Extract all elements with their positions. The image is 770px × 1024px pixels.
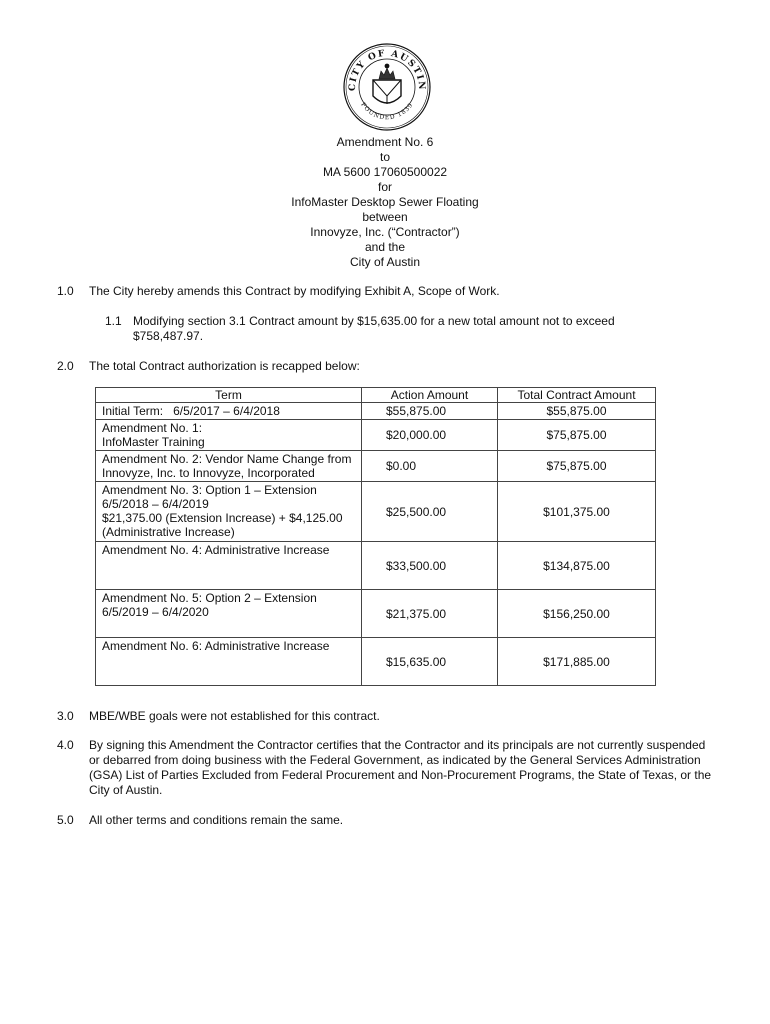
table-row [96, 420, 656, 451]
section-number: 1.0 [57, 284, 74, 298]
total-amount-cell: $156,250.00 [498, 590, 656, 638]
title-line: to [379, 150, 390, 164]
section-text: The City hereby amends this Contract by modifying Exhibit A, Scope of Work. [89, 284, 500, 298]
header-action-amount: Action Amount [362, 388, 498, 403]
title-line: and the [364, 240, 406, 254]
svg-text:FOUNDED 1839 [359, 101, 414, 121]
title-line: Amendment No. 6 [336, 135, 434, 149]
city-seal-icon [343, 42, 431, 132]
section-number: 1.1 [105, 314, 122, 328]
term-cell: Amendment No. 1: InfoMaster Training [96, 420, 362, 451]
section-text: By signing this Amendment the Contractor certifies that the Contractor and its principals are not currently suspended or debarred from doing business with the Federal Government, as indicated by the General Services Administration (GSA) List of Parties Excluded from Federal Procurement and Non-Procurement Programs, the State of Texas, or the City of Austin. [89, 738, 712, 797]
title-line: InfoMaster Desktop Sewer Floating [291, 195, 479, 209]
seal-top-text: CITY OF AUSTIN [347, 48, 427, 92]
term-cell: Amendment No. 6: Administrative Increase [96, 638, 362, 686]
section-number: 3.0 [57, 709, 74, 723]
section-text: Modifying section 3.1 Contract amount by $15,635.00 for a new total amount not to exceed $758,487.97. [133, 314, 615, 343]
term-cell: Amendment No. 4: Administrative Increase [96, 542, 362, 590]
action-amount-cell: $55,875.00 [362, 403, 498, 420]
table-row [96, 482, 656, 542]
action-amount-cell: $0.00 [362, 451, 498, 482]
total-amount-cell: $75,875.00 [498, 451, 656, 482]
table-row [96, 638, 656, 686]
total-amount-cell: $101,375.00 [498, 482, 656, 542]
title-line: for [377, 180, 392, 194]
title-line: Innovyze, Inc. (“Contractor”) [310, 225, 460, 239]
term-cell: Amendment No. 2: Vendor Name Change from Innovyze, Inc. to Innovyze, Incorporated [96, 451, 362, 482]
action-amount-cell: $21,375.00 [362, 590, 498, 638]
section-text: All other terms and conditions remain the same. [89, 813, 344, 827]
section-number: 4.0 [57, 738, 74, 752]
table-header-row [96, 388, 656, 403]
contract-recap-table [95, 387, 656, 686]
action-amount-cell: $15,635.00 [362, 638, 498, 686]
seal-bottom-text: FOUNDED 1839 [359, 101, 415, 122]
title-line: between [362, 210, 408, 224]
action-amount-cell: $33,500.00 [362, 542, 498, 590]
section-number: 5.0 [57, 813, 74, 827]
total-amount-cell: $55,875.00 [498, 403, 656, 420]
table-row [96, 451, 656, 482]
term-cell: Amendment No. 5: Option 2 – Extension 6/5/2019 – 6/4/2020 [96, 590, 362, 638]
term-cell: Amendment No. 3: Option 1 – Extension 6/5/2018 – 6/4/2019 $21,375.00 (Extension Increase) + $4,125.00 (Administrative Increase) [96, 482, 362, 542]
title-line: City of Austin [349, 255, 421, 269]
action-amount-cell: $25,500.00 [362, 482, 498, 542]
total-amount-cell: $75,875.00 [498, 420, 656, 451]
table-row [96, 403, 656, 420]
section-number: 2.0 [57, 359, 74, 373]
title-line: MA 5600 17060500022 [322, 165, 448, 179]
table-row [96, 542, 656, 590]
section-text: The total Contract authorization is recapped below: [89, 359, 360, 373]
term-cell: Initial Term: 6/5/2017 – 6/4/2018 [96, 403, 362, 420]
table-row [96, 590, 656, 638]
action-amount-cell: $20,000.00 [362, 420, 498, 451]
header-term: Term [96, 388, 362, 403]
title-block [185, 135, 585, 270]
header-total-amount: Total Contract Amount [498, 388, 656, 403]
total-amount-cell: $134,875.00 [498, 542, 656, 590]
section-text: MBE/WBE goals were not established for this contract. [89, 709, 380, 723]
total-amount-cell: $171,885.00 [498, 638, 656, 686]
